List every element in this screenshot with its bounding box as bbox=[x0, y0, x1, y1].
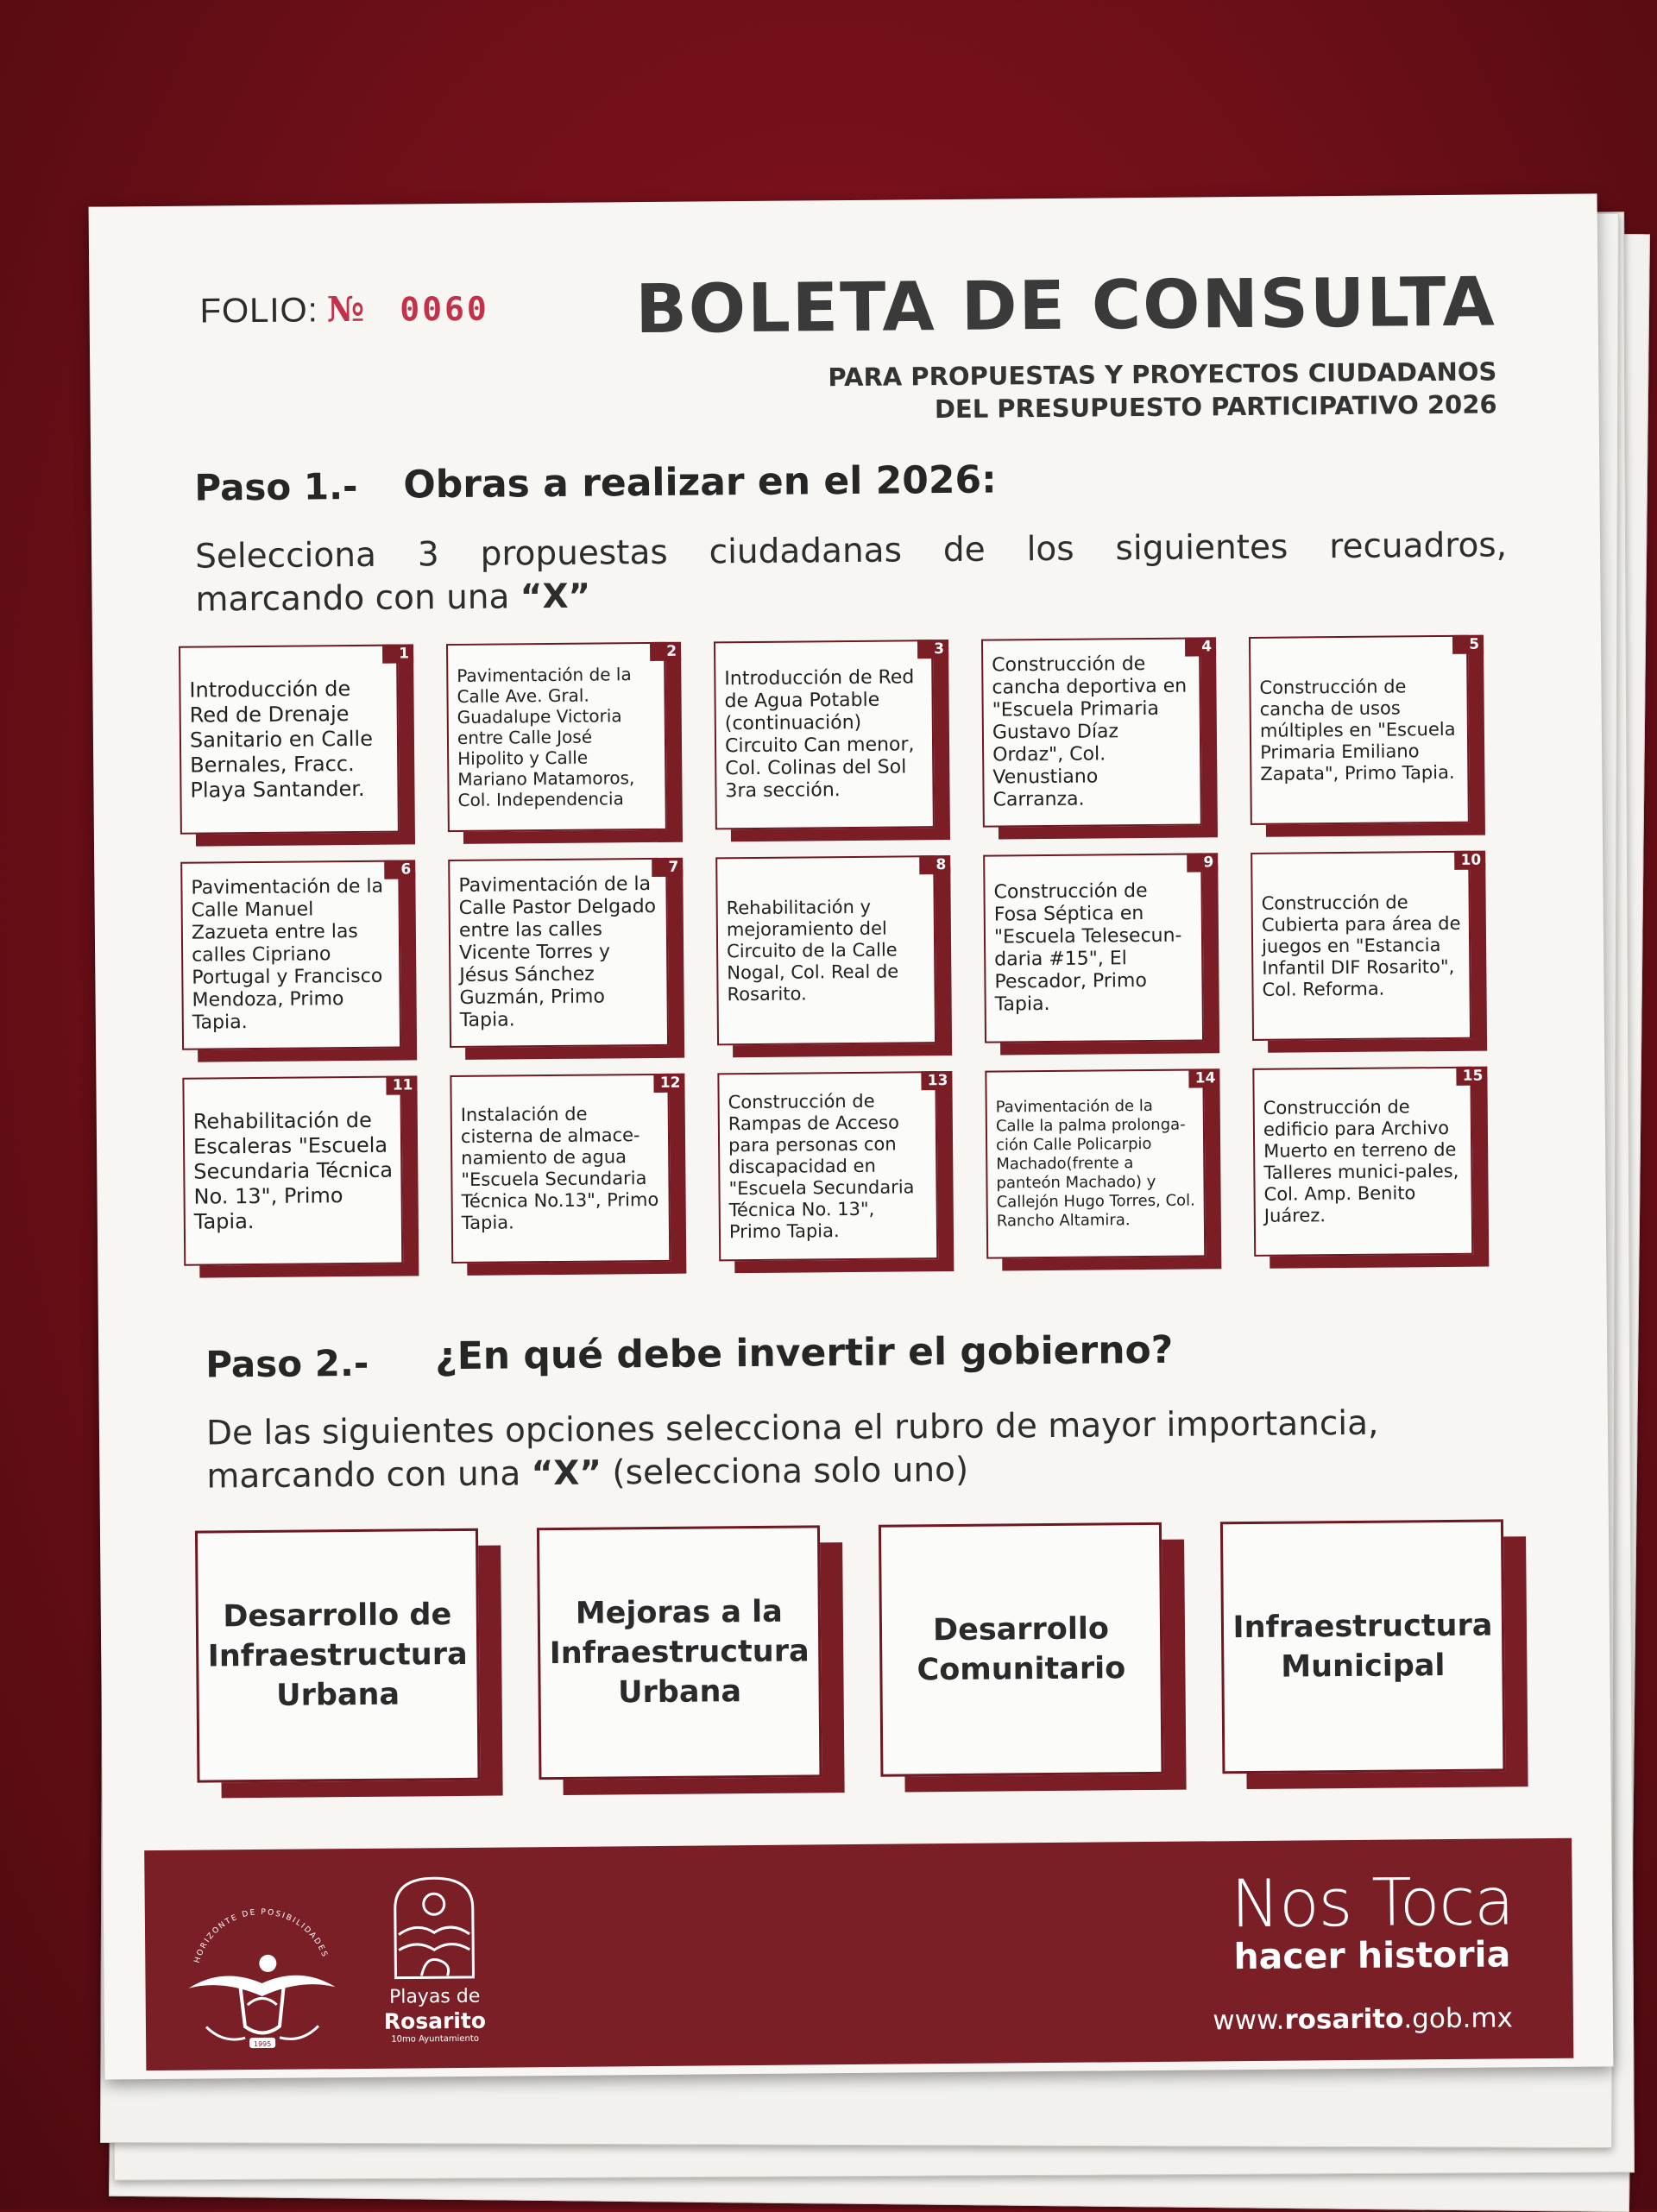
proposal-number: 6 bbox=[384, 860, 415, 879]
footer-banner bbox=[144, 1838, 1573, 2070]
proposal-checkbox[interactable] bbox=[450, 1074, 681, 1264]
proposal-checkbox[interactable] bbox=[985, 1068, 1216, 1258]
seal-text: HORIZONTE DE POSIBILIDADES bbox=[192, 1907, 330, 1964]
url-prefix: www. bbox=[1213, 2004, 1285, 2037]
step1-instruction-mark: “X” bbox=[520, 577, 591, 617]
proposal-checkbox[interactable] bbox=[446, 642, 677, 832]
proposal-number: 11 bbox=[386, 1075, 417, 1094]
option-line-1: Desarrollo de bbox=[223, 1598, 452, 1635]
rosarito-emblem-icon bbox=[386, 1874, 482, 1982]
svg-text:HORIZONTE DE POSIBILIDADES bbox=[192, 1907, 329, 1964]
proposal-text: Pavimentación de la Calle la palma prolonga-ción Calle Policarpio Machado(frente a panteón Machado) y Callejón Hugo Torres, Col. Rancho Altamira. bbox=[995, 1096, 1195, 1231]
proposal-checkbox[interactable] bbox=[1252, 1067, 1484, 1257]
subtitle-line-1: PARA PROPUESTAS Y PROYECTOS CIUDADANOS bbox=[828, 356, 1497, 393]
proposal-checkbox[interactable] bbox=[981, 637, 1213, 827]
page-title: BOLETA DE CONSULTA bbox=[634, 263, 1496, 350]
option-line-2: Infraestructura bbox=[549, 1634, 810, 1672]
option-card-2[interactable] bbox=[537, 1525, 821, 1778]
option-label bbox=[207, 1595, 468, 1717]
step2-instruction-text: marcando con una bbox=[206, 1454, 532, 1497]
proposal-number: 5 bbox=[1452, 635, 1484, 654]
muni-line-3: 10mo Ayuntamiento bbox=[391, 2033, 479, 2045]
step2-title: ¿En qué debe invertir el gobierno? bbox=[434, 1327, 1174, 1379]
option-line-2: Municipal bbox=[1281, 1648, 1446, 1685]
proposal-number: 10 bbox=[1454, 851, 1485, 870]
website-url bbox=[1213, 2002, 1513, 2036]
folio bbox=[199, 288, 489, 331]
slogan-line-2: hacer historia bbox=[1233, 1933, 1511, 1978]
proposal-checkbox[interactable] bbox=[179, 645, 410, 835]
proposal-card-7[interactable] bbox=[448, 858, 679, 1048]
proposal-number: 12 bbox=[653, 1074, 684, 1093]
municipal-seal-icon bbox=[171, 1883, 354, 2058]
option-line-2: Infraestructura bbox=[207, 1636, 468, 1674]
proposal-number: 4 bbox=[1185, 637, 1216, 656]
step1-instruction-text: marcando con una bbox=[195, 577, 521, 620]
proposal-text: Instalación de cisterna de almace-namiento de agua "Escuela Secundaria Técnica No.13", Primo Tapia. bbox=[460, 1103, 659, 1233]
option-label bbox=[549, 1591, 810, 1713]
step2-label: Paso 2.- bbox=[205, 1341, 369, 1386]
proposal-checkbox[interactable] bbox=[1251, 851, 1482, 1041]
proposal-card-1[interactable] bbox=[179, 645, 410, 835]
proposal-card-14[interactable] bbox=[985, 1068, 1216, 1258]
proposal-checkbox[interactable] bbox=[448, 858, 679, 1048]
proposal-card-11[interactable] bbox=[182, 1076, 413, 1266]
step2-instruction-mark: “X” bbox=[531, 1453, 602, 1494]
step2-instruction bbox=[206, 1401, 1519, 1498]
proposal-text: Rehabilitación y mejoramiento del Circuito de la Calle Nogal, Col. Real de Rosarito. bbox=[726, 896, 899, 1005]
proposal-number: 1 bbox=[382, 644, 413, 663]
municipality-logo bbox=[377, 1874, 491, 2060]
proposal-checkbox[interactable] bbox=[180, 860, 412, 1050]
slogan-line-1: Nos Toca bbox=[1230, 1862, 1515, 1943]
proposal-number: 9 bbox=[1187, 853, 1218, 872]
proposal-text: Construcción de edificio para Archivo Muerto en terreno de Talleres munici-pales, Col. Amp. Benito Juárez. bbox=[1263, 1096, 1459, 1226]
option-line-1: Mejoras a la bbox=[575, 1594, 783, 1631]
proposal-text: Construcción de cancha deportiva en "Escuela Primaria Gustavo Díaz Ordaz", Col. Venustiano Carranza. bbox=[992, 653, 1188, 811]
step1-label: Paso 1.- bbox=[194, 464, 358, 509]
option-line-2: Comunitario bbox=[917, 1651, 1126, 1688]
proposal-card-8[interactable] bbox=[715, 855, 947, 1045]
option-card-1[interactable] bbox=[195, 1528, 479, 1781]
proposal-text: Construcción de cancha de usos múltiples en "Escuela Primaria Emiliano Zapata", Primo Tapia. bbox=[1259, 675, 1456, 785]
proposal-text: Rehabilitación de Escaleras "Escuela Secundaria Técnica No. 13", Primo Tapia. bbox=[192, 1107, 394, 1234]
proposal-number: 13 bbox=[921, 1071, 952, 1090]
seal-year: 1995 bbox=[253, 2039, 272, 2049]
step2-instruction-line-1: De las siguientes opciones selecciona el rubro de mayor importancia, bbox=[205, 1403, 1379, 1453]
option-line-1: Infraestructura bbox=[1232, 1608, 1493, 1646]
proposal-text: Introducción de Red de Drenaje Sanitario en Calle Bernales, Fracc. Playa Santander. bbox=[189, 676, 374, 803]
ballot-sheet bbox=[89, 193, 1614, 2079]
proposal-card-5[interactable] bbox=[1249, 635, 1480, 825]
option-line-3: Urbana bbox=[617, 1674, 742, 1711]
option-checkbox[interactable] bbox=[879, 1522, 1164, 1777]
step2-instruction-note: (selecciona solo uno) bbox=[601, 1450, 969, 1493]
proposal-text: Construcción de Rampas de Acceso para personas con discapacidad en "Escuela Secundaria Técnica No. 13", Primo Tapia. bbox=[728, 1090, 915, 1242]
proposal-card-15[interactable] bbox=[1252, 1067, 1484, 1257]
proposal-checkbox[interactable] bbox=[1249, 635, 1480, 825]
proposal-number: 7 bbox=[652, 858, 683, 877]
url-suffix: .gob.mx bbox=[1403, 2002, 1514, 2035]
proposal-card-3[interactable] bbox=[714, 640, 945, 829]
step1-title: Obras a realizar en el 2026: bbox=[403, 457, 997, 507]
proposal-number: 2 bbox=[650, 642, 681, 661]
proposal-text: Introducción de Red de Agua Potable (continuación) Circuito Can menor, Col. Colinas del Sol 3ra sección. bbox=[724, 666, 915, 803]
step1-instruction-line-1: Selecciona 3 propuestas ciudadanas de los siguientes recuadros, bbox=[194, 526, 1508, 577]
proposal-text: Construcción de Cubierta para área de juegos en "Estancia Infantil DIF Rosarito", Col. Reforma. bbox=[1261, 891, 1461, 1000]
option-checkbox[interactable] bbox=[537, 1525, 822, 1780]
option-checkbox[interactable] bbox=[195, 1528, 481, 1783]
muni-line-2: Rosarito bbox=[383, 2007, 487, 2034]
proposal-number: 14 bbox=[1188, 1068, 1219, 1087]
folio-symbol: № bbox=[326, 288, 366, 331]
proposal-text: Pavimentación de la Calle Pastor Delgado entre las calles Vicente Torres y Jésus Sánchez Guzmán, Primo Tapia. bbox=[458, 873, 657, 1031]
url-domain: rosarito bbox=[1284, 2003, 1404, 2036]
proposal-card-13[interactable] bbox=[717, 1071, 948, 1261]
muni-line-1: Playas de bbox=[388, 1985, 481, 2008]
proposal-card-12[interactable] bbox=[450, 1074, 681, 1264]
option-checkbox[interactable] bbox=[1220, 1519, 1506, 1774]
proposal-checkbox[interactable] bbox=[714, 640, 945, 829]
option-label bbox=[1232, 1606, 1493, 1688]
proposal-card-10[interactable] bbox=[1251, 851, 1482, 1041]
proposal-checkbox[interactable] bbox=[983, 853, 1214, 1043]
option-line-3: Urbana bbox=[276, 1677, 400, 1713]
proposal-text: Pavimentación de la Calle Manuel Zazueta entre las calles Cipriano Portugal y Francisco Mendoza, Primo Tapia. bbox=[191, 875, 384, 1034]
option-label bbox=[917, 1609, 1125, 1690]
proposal-number: 8 bbox=[919, 855, 950, 874]
option-card-3[interactable] bbox=[879, 1522, 1162, 1775]
proposal-text: Pavimentación de la Calle Ave. Gral. Guadalupe Victoria entre Calle José Hipolito y Calle Mariano Matamoros, Col. Independencia bbox=[457, 664, 635, 810]
folio-number: 0060 bbox=[400, 289, 489, 329]
proposal-checkbox[interactable] bbox=[717, 1071, 948, 1261]
option-line-1: Desarrollo bbox=[932, 1611, 1110, 1648]
proposal-number: 15 bbox=[1456, 1067, 1487, 1086]
proposal-checkbox[interactable] bbox=[715, 855, 947, 1045]
proposal-checkbox[interactable] bbox=[182, 1076, 413, 1266]
option-card-4[interactable] bbox=[1220, 1519, 1504, 1772]
proposal-card-2[interactable] bbox=[446, 642, 677, 832]
page-subtitle bbox=[828, 355, 1497, 426]
proposal-text: Construcción de Fosa Séptica en "Escuela Telesecun-daria #15", El Pescador, Primo Tapia. bbox=[993, 879, 1182, 1016]
proposal-card-9[interactable] bbox=[983, 853, 1214, 1043]
step1-instruction bbox=[195, 524, 1508, 621]
folio-label: FOLIO: bbox=[199, 291, 318, 331]
proposal-card-4[interactable] bbox=[981, 637, 1213, 827]
proposal-number: 3 bbox=[917, 640, 948, 659]
proposal-card-6[interactable] bbox=[180, 860, 412, 1050]
subtitle-line-2: DEL PRESUPUESTO PARTICIPATIVO 2026 bbox=[934, 389, 1497, 425]
